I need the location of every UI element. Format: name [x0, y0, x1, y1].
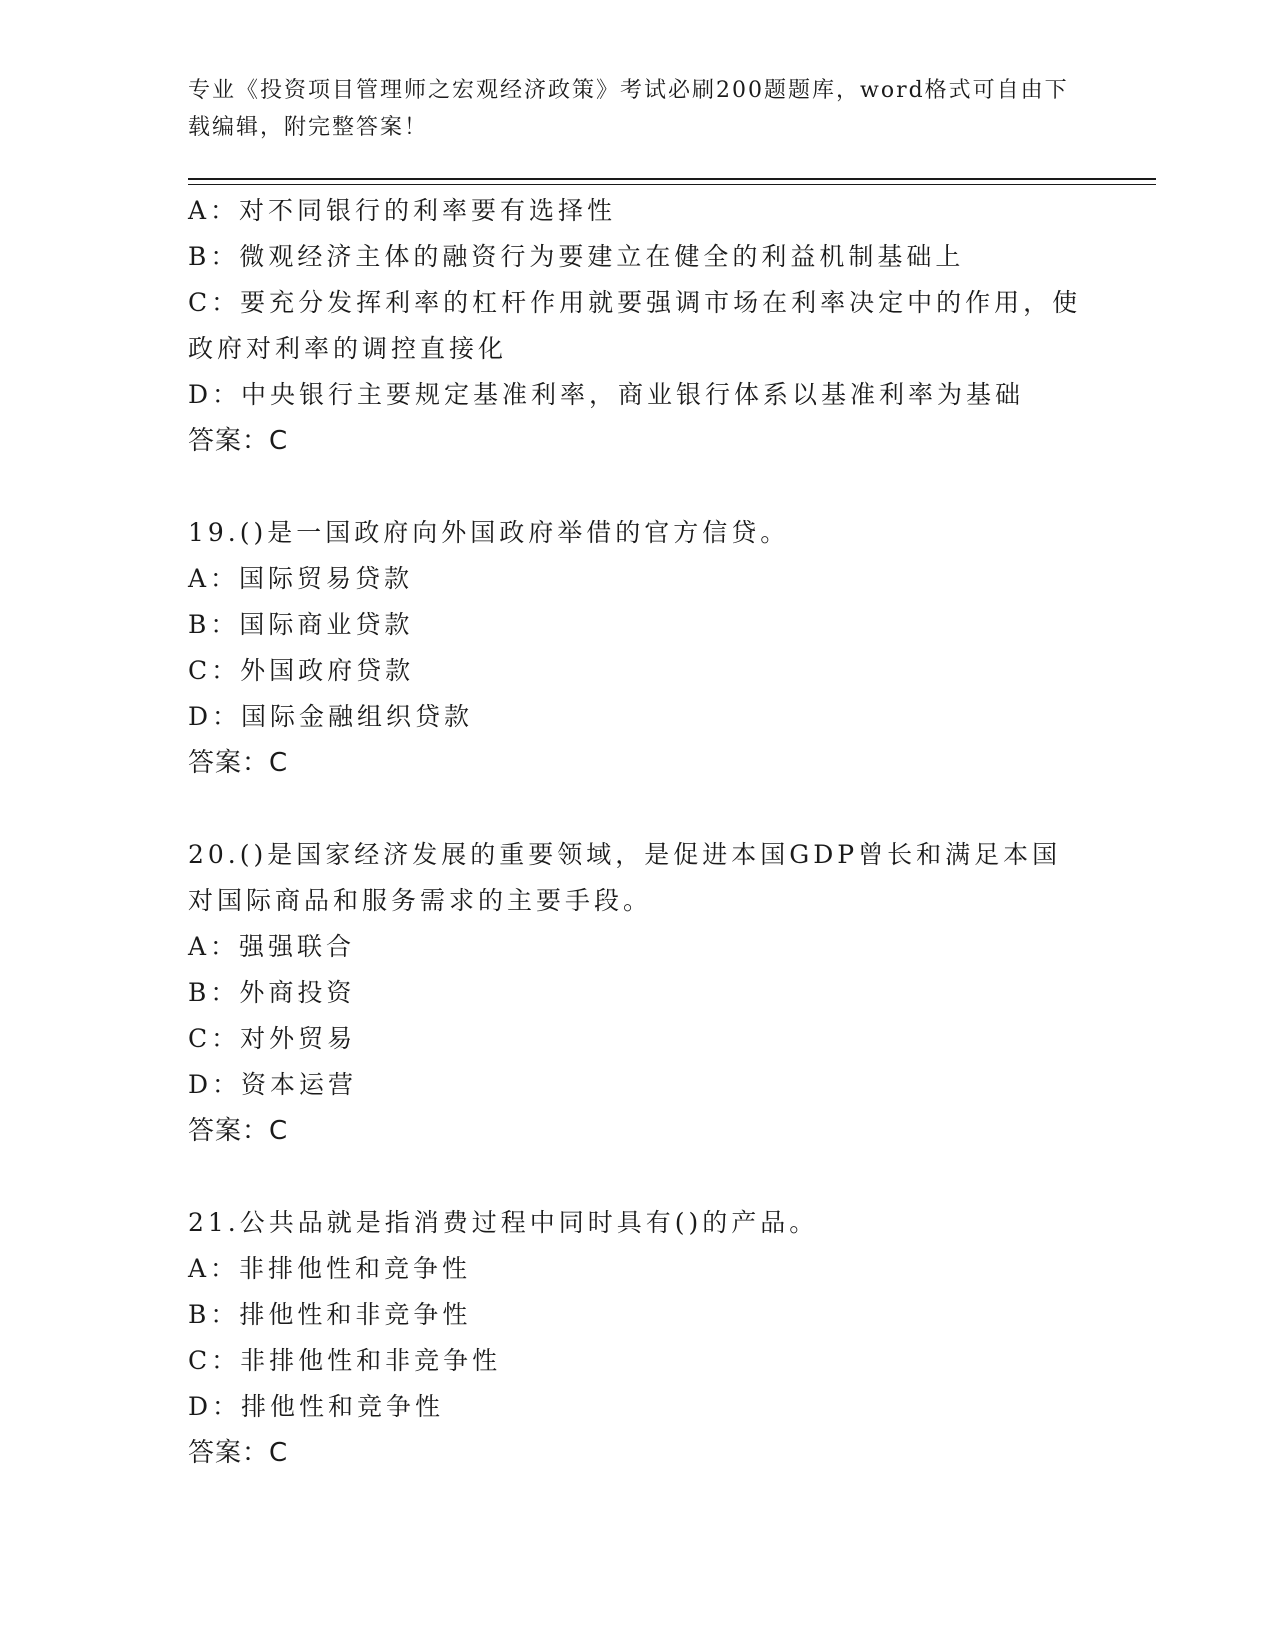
question-block — [188, 188, 1088, 464]
option-c: C：非排他性和非竞争性 — [188, 1346, 502, 1375]
question-stem — [188, 510, 1088, 556]
question-block — [188, 832, 1088, 1154]
option-a: A：强强联合 — [188, 932, 356, 961]
option-a: A：对不同银行的利率要有选择性 — [188, 196, 617, 225]
question-text: ()是国家经济发展的重要领域，是促进本国GDP曾长和满足本国对国际商品和服务需求的主要手段。 — [188, 840, 1062, 915]
option-b: B：微观经济主体的融资行为要建立在健全的利益机制基础上 — [188, 242, 965, 271]
option-c: C：外国政府贷款 — [188, 656, 415, 685]
option-b: B：外商投资 — [188, 978, 356, 1007]
question-stem — [188, 832, 1088, 924]
question-text: 公共品就是指消费过程中同时具有()的产品。 — [239, 1208, 819, 1237]
option-d: D：资本运营 — [188, 1070, 358, 1099]
header-divider-thick — [188, 178, 1156, 180]
option-b: B：排他性和非竞争性 — [188, 1300, 472, 1329]
question-stem — [188, 1200, 1088, 1246]
question-spacer — [188, 1154, 1088, 1200]
option-a: A：非排他性和竞争性 — [188, 1254, 472, 1283]
question-number: 21. — [188, 1208, 240, 1237]
answer-line: 答案：C — [188, 1116, 289, 1146]
question-spacer — [188, 786, 1088, 832]
option-d: D：排他性和竞争性 — [188, 1392, 445, 1421]
question-block — [188, 1200, 1088, 1476]
option-b: B：国际商业贷款 — [188, 610, 414, 639]
question-spacer — [188, 464, 1088, 510]
answer-line: 答案：C — [188, 748, 289, 778]
question-number: 20. — [188, 840, 240, 869]
question-text: ()是一国政府向外国政府举借的官方信贷。 — [239, 518, 790, 547]
header-divider-thin — [188, 184, 1156, 185]
option-d: D：中央银行主要规定基准利率，商业银行体系以基准利率为基础 — [188, 380, 1025, 409]
question-number: 19. — [188, 518, 240, 547]
question-list — [188, 188, 1088, 1476]
question-block — [188, 510, 1088, 786]
option-d: D：国际金融组织贷款 — [188, 702, 474, 731]
document-header: 专业《投资项目管理师之宏观经济政策》考试必刷200题题库，word格式可自由下载编辑，附完整答案！ — [188, 78, 1069, 140]
answer-line: 答案：C — [188, 426, 289, 456]
option-c: C：对外贸易 — [188, 1024, 357, 1053]
answer-line: 答案：C — [188, 1438, 289, 1468]
option-c: C：要充分发挥利率的杠杆作用就要强调市场在利率决定中的作用，使政府对利率的调控直接化 — [188, 288, 1082, 363]
option-a: A：国际贸易贷款 — [188, 564, 414, 593]
